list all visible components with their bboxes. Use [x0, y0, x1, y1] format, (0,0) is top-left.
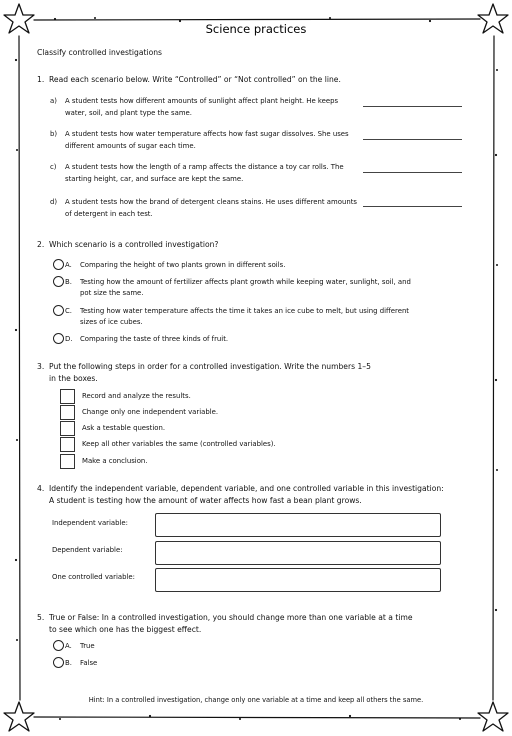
question-number: 4.	[37, 484, 45, 493]
dependent-variable-label: Dependent variable:	[52, 546, 123, 554]
question-prompt-continued: to see which one has the biggest effect.	[49, 625, 202, 634]
step-text: Record and analyze the results.	[82, 392, 191, 400]
scenario-letter: a)	[50, 97, 57, 105]
worksheet-subtitle: Classify controlled investigations	[37, 48, 162, 57]
option-text: False	[80, 659, 98, 667]
dependent-variable-field[interactable]	[155, 541, 441, 565]
question-prompt: Put the following steps in order for a controlled investigation. Write the numbers 1–5	[49, 362, 371, 371]
question-prompt: Which scenario is a controlled investigation?	[49, 240, 219, 249]
radio-circle-icon[interactable]	[53, 657, 64, 668]
scenario-letter: b)	[50, 130, 58, 138]
answer-line-c[interactable]	[363, 172, 462, 173]
answer-line-a[interactable]	[363, 106, 462, 107]
page-title: Science practices	[205, 22, 307, 36]
scenario-letter: d)	[50, 198, 58, 206]
option-text: Comparing the taste of three kinds of fruit.	[80, 335, 229, 343]
radio-circle-icon[interactable]	[53, 640, 64, 651]
option-letter: A.	[65, 642, 72, 650]
option-letter: C.	[65, 307, 73, 315]
radio-circle-icon[interactable]	[53, 259, 64, 270]
controlled-variable-label: One controlled variable:	[52, 573, 135, 581]
step-text: Keep all other variables the same (controlled variables).	[82, 440, 276, 448]
independent-variable-label: Independent variable:	[52, 519, 128, 527]
option-text: Testing how water temperature affects the time it takes an ice cube to melt, but using different sizes of ice cubes.	[80, 307, 410, 326]
question-number: 3.	[37, 362, 45, 371]
star-icon	[2, 700, 36, 734]
scenario-text: A student tests how the brand of detergent cleans stains. He uses different amounts of detergent in each test.	[65, 198, 357, 218]
step-order-box[interactable]	[60, 421, 75, 436]
option-letter: B.	[65, 659, 72, 667]
step-order-box[interactable]	[60, 405, 75, 420]
independent-variable-field[interactable]	[155, 513, 441, 537]
star-icon	[476, 700, 510, 734]
step-order-box[interactable]	[60, 389, 75, 404]
question-prompt-continued: A student is testing how the amount of water affects how fast a bean plant grows.	[49, 496, 362, 505]
question-number: 2.	[37, 240, 45, 249]
option-text: True	[80, 642, 95, 650]
radio-circle-icon[interactable]	[53, 305, 64, 316]
hint-text: Hint: In a controlled investigation, change only one variable at a time and keep all others the same.	[88, 696, 424, 704]
question-prompt: True or False: In a controlled investigation, you should change more than one variable at a time	[49, 613, 413, 622]
answer-line-b[interactable]	[363, 139, 462, 140]
option-letter: A.	[65, 261, 72, 269]
option-text: Testing how the amount of fertilizer affects plant growth while keeping water, sunlight, soil, and pot size the same.	[80, 278, 411, 297]
scenario-text: A student tests how the length of a ramp affects the distance a toy car rolls. The starting height, car, and surface are kept the same.	[65, 163, 344, 183]
option-letter: B.	[65, 278, 72, 286]
step-order-box[interactable]	[60, 437, 75, 452]
radio-circle-icon[interactable]	[53, 333, 64, 344]
question-prompt: Read each scenario below. Write “Controlled” or “Not controlled” on the line.	[49, 75, 341, 84]
option-text: Comparing the height of two plants grown in different soils.	[80, 261, 286, 269]
question-number: 1.	[37, 75, 45, 84]
answer-line-d[interactable]	[363, 206, 462, 207]
radio-circle-icon[interactable]	[53, 276, 64, 287]
step-text: Ask a testable question.	[82, 424, 166, 432]
scenario-text: A student tests how water temperature affects how fast sugar dissolves. She uses different amounts of sugar each time.	[65, 130, 349, 150]
question-number: 5.	[37, 613, 45, 622]
question-prompt-continued: in the boxes.	[49, 374, 98, 383]
option-letter: D.	[65, 335, 73, 343]
question-prompt: Identify the independent variable, dependent variable, and one controlled variable in this investigation:	[49, 484, 444, 493]
step-text: Change only one independent variable.	[82, 408, 219, 416]
step-order-box[interactable]	[60, 454, 75, 469]
step-text: Make a conclusion.	[82, 457, 148, 465]
scenario-text: A student tests how different amounts of sunlight affect plant height. He keeps water, soil, and plant type the same.	[65, 97, 339, 117]
scenario-letter: c)	[50, 163, 57, 171]
controlled-variable-field[interactable]	[155, 568, 441, 592]
